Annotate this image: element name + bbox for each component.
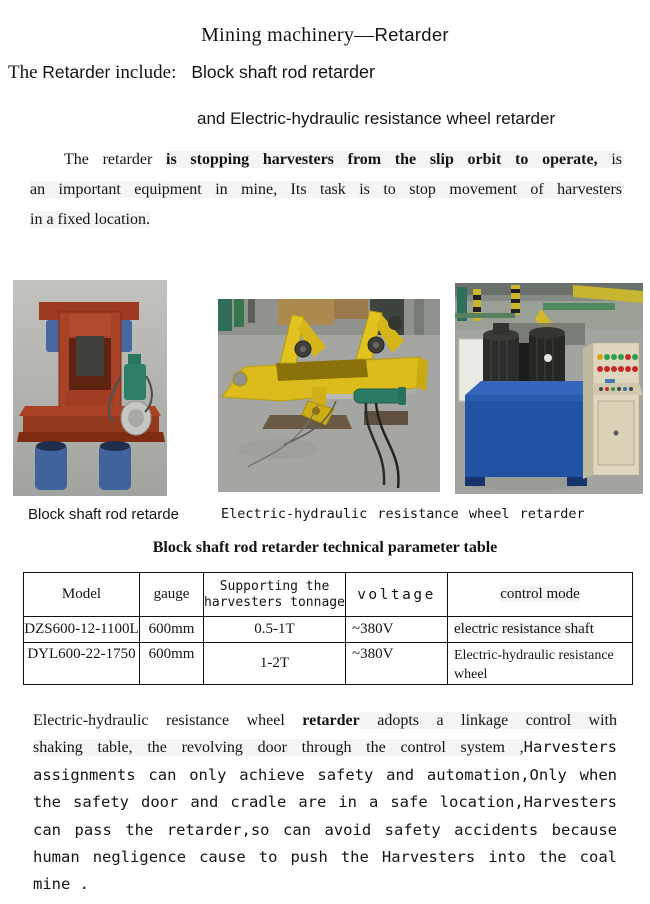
subtitle2-text: and Electric-hydraulic resistance wheel	[197, 109, 496, 128]
intro-line-2: an important equipment in mine, Its task is to stop movement of harvesters	[30, 181, 622, 198]
body-line-4: the safety door and cradle are in a safe location,Harvesters	[33, 793, 617, 812]
col-header-model: Model	[24, 573, 140, 617]
intro-line1-bold: is stopping harvesters from the slip orbit to operate,	[166, 151, 598, 168]
body-line-6: human negligence cause to push the Harvesters into the coal	[33, 848, 617, 867]
table-header-row	[24, 573, 633, 617]
intro-line-1	[30, 145, 622, 175]
photo-hydraulic-power-unit-control-cabinet	[455, 283, 643, 494]
cell-voltage: ~380V	[346, 643, 448, 685]
subtitle1-the: The	[8, 62, 43, 83]
intro-line1-end: is	[597, 151, 623, 168]
control-cabinet	[583, 343, 643, 479]
table-row-dyl600	[24, 643, 633, 685]
table-title: Block shaft rod retarder technical parameter table	[152, 539, 498, 556]
subtitle-line-2	[197, 109, 555, 129]
cell-gauge: 600mm	[140, 617, 204, 643]
page-title-serif: Mining machinery—	[201, 24, 375, 46]
electric-hydraulic-wheel-retarder-illustration	[218, 299, 440, 492]
intro-line-3: in a fixed location.	[30, 211, 150, 228]
body-line-5: can pass the retarder,so can avoid safety accidents because	[33, 820, 617, 839]
subtitle2-retarder: retarder	[495, 109, 556, 128]
table-row-dzs600	[24, 617, 633, 643]
subtitle1-retarder2: retarder	[311, 62, 375, 82]
photo-block-shaft-rod-retarder	[13, 280, 167, 496]
page-title-sans: Retarder	[374, 24, 449, 45]
body-paragraph	[33, 707, 617, 899]
col-header-gauge: gauge	[140, 573, 204, 617]
caption-left-photo: Block shaft rod retarde	[28, 506, 179, 523]
photo-electric-hydraulic-wheel-retarder	[218, 299, 440, 492]
subtitle1-retarder: Retarder	[42, 62, 111, 82]
subtitle1-block-shaft: Block shaft rod	[191, 62, 312, 82]
col-header-control-mode: control mode	[448, 573, 633, 617]
cell-model: DZS600-12-1100L	[24, 617, 140, 643]
intro-line1-start: The retarder	[64, 151, 167, 168]
col-header-tonnage: Supporting the harvesters tonnage	[204, 573, 346, 617]
caption-right-photos: Electric-hydraulic resistance wheel retarder	[221, 506, 585, 522]
subtitle-line-1	[8, 62, 375, 84]
cell-tonnage: 0.5-1T	[204, 617, 346, 643]
body-line-7: mine .	[33, 875, 89, 894]
spec-table	[23, 572, 633, 685]
cell-tonnage: 1-2T	[204, 643, 346, 685]
cell-gauge: 600mm	[140, 643, 204, 685]
intro-paragraph	[30, 145, 622, 235]
body-line-3: assignments can only achieve safety and automation,Only when	[33, 765, 617, 784]
blue-hydraulic-tank	[465, 381, 601, 486]
cell-voltage: ~380V	[346, 617, 448, 643]
cell-control-mode: Electric-hydraulic resistance wheel	[448, 643, 633, 685]
body-line-1: Electric-hydraulic resistance wheel retarder adopts a linkage control with	[33, 712, 618, 729]
col-header-voltage: voltage	[346, 573, 448, 617]
body-line-2: shaking table, the revolving door through the control system ,Harvesters	[33, 738, 617, 757]
block-shaft-rod-retarder-illustration	[13, 280, 167, 496]
door-lock	[614, 431, 619, 436]
subtitle1-include: include:	[110, 62, 177, 83]
page-title	[0, 24, 650, 47]
cell-control-mode: electric resistance shaft	[448, 617, 633, 643]
power-unit-control-cabinet-illustration	[455, 283, 643, 494]
cell-model: DYL600-22-1750	[24, 643, 140, 685]
